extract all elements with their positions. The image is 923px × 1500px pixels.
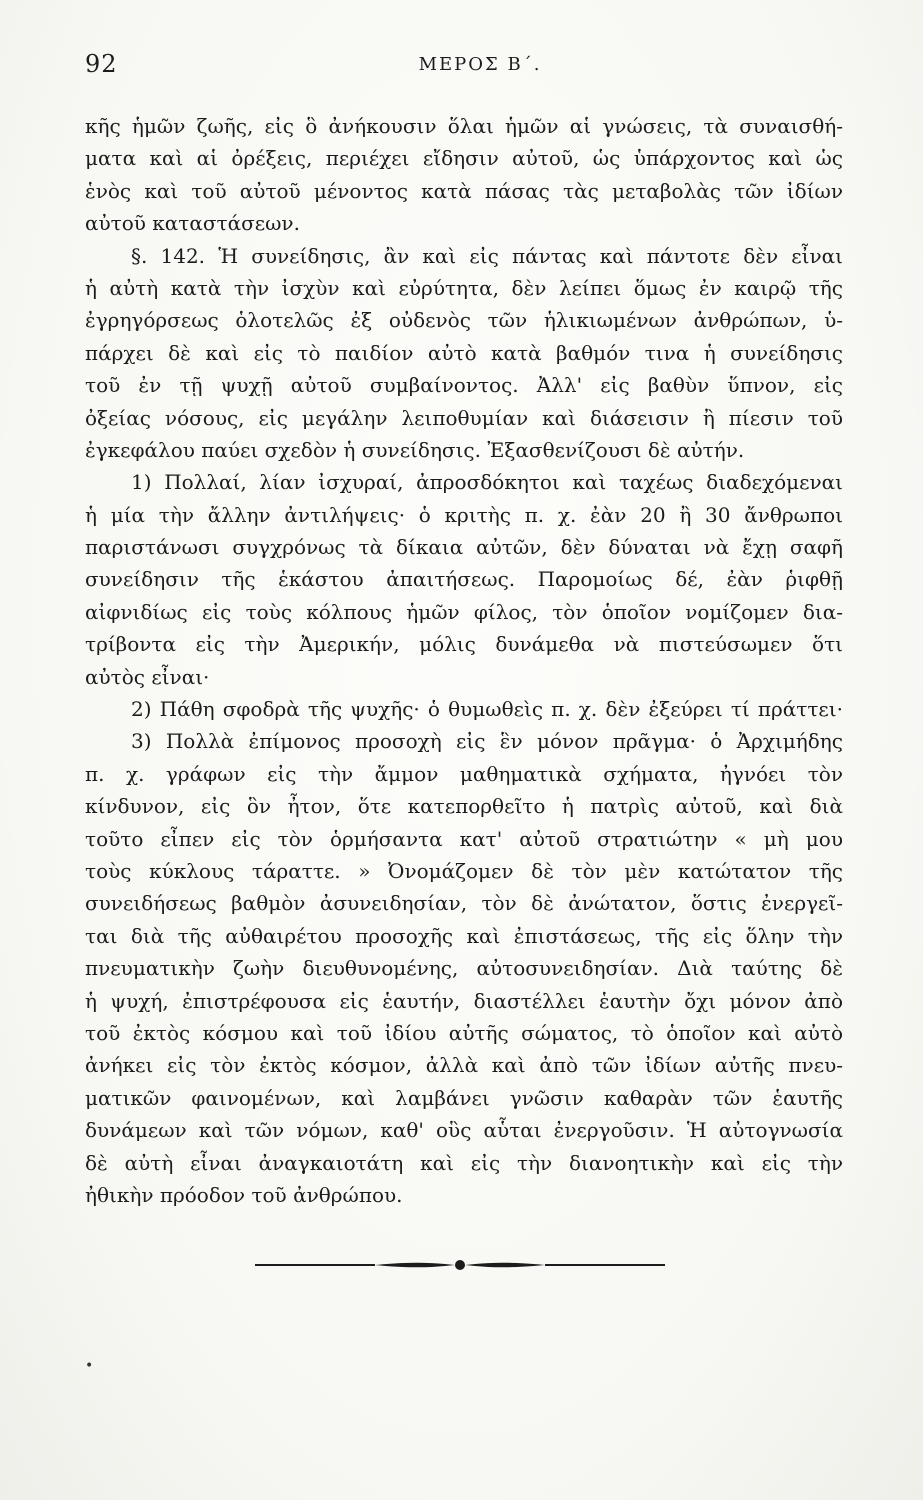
page-header: [85, 50, 845, 84]
stray-print-mark: •: [85, 1358, 94, 1374]
text-line: δὲ αὐτὴ εἶναι ἀναγκαιοτάτη καὶ εἰς τὴν διανοητικὴν καὶ εἰς τὴν: [85, 1150, 843, 1175]
text-line: ἡ ψυχή, ἐπιστρέφουσα εἰς ἑαυτήν, διαστέλλει ἑαυτὴν ὄχι μόνον ἀπὸ: [85, 988, 843, 1013]
text-line: ἐγρηγόρσεως ὁλοτελῶς ἐξ οὐδενὸς τῶν ἡλικιωμένων ἀνθρώπων, ὑ-: [85, 308, 843, 333]
text-line: ἑνὸς καὶ τοῦ αὐτοῦ μένοντος κατὰ πάσας τὰς μεταβολὰς τῶν ἰδίων: [85, 178, 843, 203]
list-item-line: 2) Πάθη σφοδρὰ τῆς ψυχῆς· ὁ θυμωθεὶς π. χ. δὲν ἐξεύρει τί πράττει·: [131, 697, 843, 722]
text-line: ματα καὶ αἱ ὀρέξεις, περιέχει εἴδησιν αὐτοῦ, ὡς ὑπάρχοντος καὶ ὡς: [85, 146, 843, 171]
text-line: αἰφνιδίως εἰς τοὺς κόλπους ἡμῶν φίλος, τὸν ὁποῖον νομίζομεν δια-: [85, 599, 843, 624]
section-heading-line: §. 142. Ἡ συνείδησις, ἂν καὶ εἰς πάντας καὶ πάντοτε δὲν εἶναι: [131, 243, 843, 268]
ornament-icon: [255, 1255, 665, 1275]
text-line: ματικῶν φαινομένων, καὶ λαμβάνει γνῶσιν καθαρὰν τῶν ἑαυτῆς: [85, 1085, 843, 1110]
text-line: ἡ αὐτὴ κατὰ τὴν ἰσχὺν καὶ εὐρύτητα, δὲν λείπει ὅμως ἐν καιρῷ τῆς: [85, 275, 843, 300]
text-line: ἐγκεφάλου παύει σχεδὸν ἡ συνείδησις. Ἐξασθενίζουσι δὲ αὐτήν.: [85, 437, 745, 462]
text-line: ὀξείας νόσους, εἰς μεγάλην λειποθυμίαν καὶ διάσεισιν ἢ πίεσιν τοῦ: [85, 405, 843, 430]
text-line: κίνδυνον, εἰς ὃν ἦτον, ὅτε κατεπορθεῖτο ἡ πατρὶς αὐτοῦ, καὶ διὰ: [85, 794, 843, 819]
text-line: συνειδήσεως βαθμὸν ἀσυνειδησίαν, τὸν δὲ ἀνώτατον, ὅστις ἐνεργεῖ-: [85, 891, 843, 916]
text-line: τρίβοντα εἰς τὴν Ἀμερικήν, μόλις δυνάμεθα νὰ πιστεύσωμεν ὅτι: [85, 632, 843, 657]
text-line: ἀνήκει εἰς τὸν ἐκτὸς κόσμον, ἀλλὰ καὶ ἀπὸ τῶν ἰδίων αὐτῆς πνευ-: [85, 1053, 843, 1078]
text-line: κῆς ἡμῶν ζωῆς, εἰς ὃ ἀνήκουσιν ὅλαι ἡμῶν αἱ γνώσεις, τὰ συναισθή-: [85, 114, 843, 138]
text-line: τοὺς κύκλους τάραττε. » Ὀνομάζομεν δὲ τὸν μὲν κατώτατον τῆς: [85, 858, 843, 883]
text-line: ἡ μία τὴν ἄλλην ἀντιλήψεις· ὁ κριτὴς π. χ. ἐὰν 20 ἢ 30 ἄνθρωποι: [85, 502, 843, 527]
text-line: πνευματικὴν ζωὴν διευθυνομένης, αὐτοσυνειδησίαν. Διὰ ταύτης δὲ: [85, 956, 843, 981]
text-line: π. χ. γράφων εἰς τὴν ἄμμον μαθηματικὰ σχήματα, ἠγνόει τὸν: [85, 761, 843, 786]
text-line: τοῦ ἐκτὸς κόσμου καὶ τοῦ ἰδίου αὐτῆς σώματος, τὸ ὁποῖον καὶ αὐτὸ: [85, 1020, 843, 1045]
text-line: ἠθικὴν πρόοδον τοῦ ἀνθρώπου.: [85, 1182, 403, 1207]
text-line: παριστάνωσι συγχρόνως τὰ δίκαια αὐτῶν, δὲν δύναται νὰ ἔχῃ σαφῆ: [85, 535, 843, 560]
list-item-line: 3) Πολλὰ ἐπίμονος προσοχὴ εἰς ἓν μόνον πρᾶγμα· ὁ Ἀρχιμήδης: [131, 729, 843, 754]
list-item-line: 1) Πολλαί, λίαν ἰσχυραί, ἀπροσδόκητοι καὶ ταχέως διαδεχόμεναι: [131, 470, 843, 495]
text-line: αὐτὸς εἶναι·: [85, 664, 210, 689]
text-line: δυνάμεων καὶ τῶν νόμων, καθ' οὓς αὗται ἐνεργοῦσιν. Ἡ αὐτογνωσία: [85, 1118, 843, 1143]
text-line: τοῦτο εἶπεν εἰς τὸν ὁρμήσαντα κατ' αὐτοῦ στρατιώτην « μὴ μου: [85, 826, 843, 851]
text-line: αὐτοῦ καταστάσεων.: [85, 211, 300, 236]
running-head: ΜΕΡΟΣ Β΄.: [418, 54, 542, 75]
text-line: πάρχει δὲ καὶ εἰς τὸ παιδίον αὐτὸ κατὰ βαθμόν τινα ἡ συνείδησις: [85, 340, 843, 365]
text-line: ται διὰ τῆς αὐθαιρέτου προσοχῆς καὶ ἐπιστάσεως, τῆς εἰς ὅλην τὴν: [85, 923, 843, 948]
body-text: [85, 110, 843, 1211]
page-number: 92: [85, 50, 118, 78]
text-line: συνείδησιν τῆς ἑκάστου ἀπαιτήσεως. Παρομοίως δέ, ἐὰν ῥιφθῇ: [85, 567, 843, 592]
text-line: τοῦ ἐν τῇ ψυχῇ αὐτοῦ συμβαίνοντος. Ἀλλ' εἰς βαθὺν ὕπνον, εἰς: [85, 373, 843, 398]
ornamental-rule: [255, 1255, 665, 1275]
